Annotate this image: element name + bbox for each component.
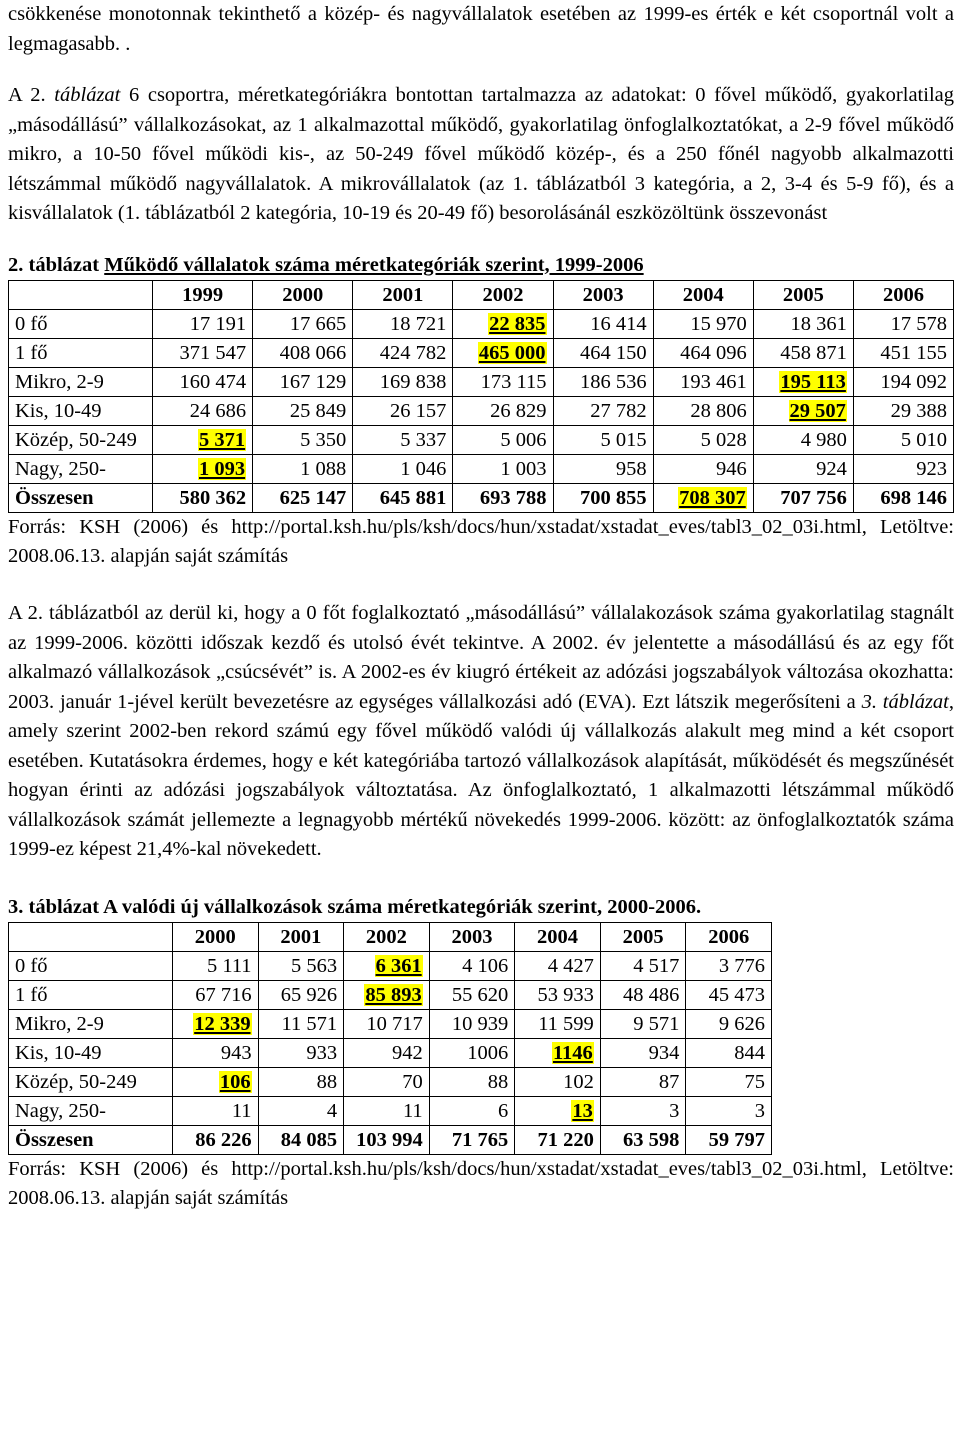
table2-value-cell — [853, 455, 953, 484]
table3-value: 63 598 — [623, 1129, 680, 1151]
table3-highlighted-value: 1146 — [552, 1042, 593, 1064]
spacer — [8, 229, 954, 251]
table3-row — [9, 1126, 772, 1155]
table3-value: 3 776 — [718, 955, 765, 977]
table2-value-cell — [353, 455, 453, 484]
table2-value-cell — [453, 310, 553, 339]
table2-row — [9, 310, 954, 339]
table2-corner-cell — [9, 281, 153, 310]
table3-value: 75 — [744, 1071, 765, 1093]
table3-value: 53 933 — [537, 984, 594, 1006]
table2-row — [9, 397, 954, 426]
table3-value: 71 220 — [537, 1129, 594, 1151]
table2-value-cell — [553, 426, 653, 455]
table3-value: 943 — [220, 1042, 252, 1064]
table2-row — [9, 339, 954, 368]
table2-year-header: 2002 — [453, 281, 553, 310]
table2-value: 1 088 — [300, 458, 347, 480]
table3-value: 86 226 — [195, 1129, 252, 1151]
table3-value: 10 939 — [451, 1013, 509, 1035]
table2-value-cell — [853, 368, 953, 397]
table3-value: 3 — [754, 1100, 765, 1122]
table2-highlighted-value: 1 093 — [199, 458, 246, 480]
table2-year-header: 2006 — [853, 281, 953, 310]
table2-highlighted-value: 195 113 — [780, 371, 846, 393]
table2-row-label: 0 fő — [9, 310, 153, 339]
table2-row-label: Közép, 50-249 — [9, 426, 153, 455]
table2-value: 580 362 — [179, 487, 247, 509]
table2-value-cell — [153, 397, 253, 426]
table3-value: 65 926 — [280, 984, 338, 1006]
table3-value-cell — [429, 1097, 515, 1126]
table2-value: 645 881 — [379, 487, 447, 509]
table3-value: 9 626 — [718, 1013, 765, 1035]
table2-body — [9, 310, 954, 513]
table3-value-cell — [686, 1068, 772, 1097]
table2-row — [9, 455, 954, 484]
table2-value-cell — [453, 484, 553, 513]
table2-value-cell — [553, 368, 653, 397]
table2-value-cell — [853, 484, 953, 513]
table2-value: 1 003 — [500, 458, 547, 480]
table3-value-cell — [344, 1039, 430, 1068]
table2-value: 15 970 — [690, 313, 747, 335]
table2-value: 451 155 — [880, 342, 947, 364]
table3-value: 45 473 — [708, 984, 765, 1006]
table2-value: 408 066 — [279, 342, 347, 364]
table2-value: 26 829 — [490, 400, 547, 422]
table2-value: 958 — [615, 458, 647, 480]
table3-row — [9, 952, 772, 981]
table3-highlighted-value: 106 — [219, 1071, 251, 1093]
spacer — [8, 865, 954, 893]
table3-value-cell — [258, 1068, 344, 1097]
table2-value-cell — [753, 397, 853, 426]
table3-row — [9, 1010, 772, 1039]
table3-row-label: Közép, 50-249 — [9, 1068, 173, 1097]
table3-value: 103 994 — [356, 1129, 423, 1151]
table3-value-cell — [173, 1097, 259, 1126]
table2-value-cell — [353, 368, 453, 397]
table3-row-label: Nagy, 250- — [9, 1097, 173, 1126]
table2-row-label: Mikro, 2-9 — [9, 368, 153, 397]
table3-value-cell — [515, 952, 601, 981]
table2-value-cell — [753, 310, 853, 339]
table3-year-header: 2000 — [173, 923, 259, 952]
table3-value: 5 111 — [206, 955, 252, 977]
table3-value-cell — [686, 1039, 772, 1068]
table2-value: 26 157 — [390, 400, 447, 422]
table3-value-cell — [600, 952, 686, 981]
table3-highlighted-value: 85 893 — [365, 984, 422, 1006]
table2-value-cell — [153, 426, 253, 455]
table2-value: 458 871 — [780, 342, 847, 364]
table3-value: 3 — [669, 1100, 680, 1122]
table3-value: 59 797 — [708, 1129, 765, 1151]
table2-value-cell — [453, 426, 553, 455]
table2-value-cell — [353, 397, 453, 426]
table3-highlighted-value: 6 361 — [375, 955, 422, 977]
table3-value-cell — [429, 952, 515, 981]
table3-value-cell — [686, 1010, 772, 1039]
table3-value-cell — [600, 1039, 686, 1068]
table2-row-label: Kis, 10-49 — [9, 397, 153, 426]
table3-value-cell — [429, 1039, 515, 1068]
table3-value: 11 — [402, 1100, 423, 1122]
table2-value: 194 092 — [880, 371, 947, 393]
table3-value: 88 — [487, 1071, 509, 1093]
table3-value-cell — [173, 981, 259, 1010]
table2-year-header: 2003 — [553, 281, 653, 310]
table2-value: 27 782 — [590, 400, 647, 422]
table2-value: 173 115 — [480, 371, 547, 393]
table3-value: 84 085 — [280, 1129, 338, 1151]
table2-value: 167 129 — [279, 371, 347, 393]
table2-value: 5 350 — [300, 429, 347, 451]
table2-value: 17 578 — [890, 313, 947, 335]
table3-value: 11 571 — [281, 1013, 338, 1035]
table2-year-header: 2000 — [253, 281, 353, 310]
table2-caption-prefix: 2. táblázat — [8, 253, 105, 276]
table2-value-cell — [753, 455, 853, 484]
analysis-italic-ref: 3. táblázat — [861, 690, 949, 713]
table2-header-row — [9, 281, 954, 310]
table2-value-cell — [253, 397, 353, 426]
table2-value: 1 046 — [400, 458, 447, 480]
table3-value: 88 — [316, 1071, 338, 1093]
table2-value: 698 146 — [880, 487, 947, 509]
table2-value-cell — [453, 339, 553, 368]
document-page — [8, 0, 954, 1213]
table2-value-cell — [353, 484, 453, 513]
table2-value: 700 855 — [580, 487, 647, 509]
table3-value-cell — [515, 1039, 601, 1068]
table2-value: 186 536 — [580, 371, 647, 393]
table2-value-cell — [553, 484, 653, 513]
table2-value: 17 665 — [289, 313, 347, 335]
table3-value: 11 — [231, 1100, 252, 1122]
table2-value-cell — [153, 484, 253, 513]
table2-value-cell — [653, 455, 753, 484]
table3-year-header: 2006 — [686, 923, 772, 952]
table3-value: 48 486 — [623, 984, 680, 1006]
table2-value-cell — [753, 368, 853, 397]
table2-value-cell — [453, 368, 553, 397]
table2-value: 5 028 — [700, 429, 747, 451]
table2-value: 5 006 — [500, 429, 547, 451]
table2-row-label: 1 fő — [9, 339, 153, 368]
table3-value: 844 — [734, 1042, 765, 1064]
table3-value: 4 427 — [547, 955, 594, 977]
table2-value: 160 474 — [179, 371, 247, 393]
table2-value-cell — [153, 310, 253, 339]
table2-value: 193 461 — [680, 371, 747, 393]
table2-value: 924 — [816, 458, 847, 480]
analysis-part-2: , amely szerint 2002-ben rekord számú egy fővel működő valódi új vállalkozás alakult meg mind a két csoport esetében. Kutatásokra érdemes, hogy e két kategóriába tartozó vállalkozások alapítását, működését és megszűnését hogyan érinti az adózási jogszabályok változtatása. Az önfoglalkoztató, 1 alkalmazotti létszámmal működő vállalkozások számát jellemezte a legnagyobb mértékű növekedés 1999-2006. között: az önfoglalkoztatók száma 1999-ez képest 21,4%-kal növekedett. — [8, 690, 954, 860]
table2-value-cell — [253, 368, 353, 397]
table2-value-cell — [453, 455, 553, 484]
table3-year-header: 2005 — [600, 923, 686, 952]
table2-value-cell — [753, 339, 853, 368]
table3 — [8, 922, 772, 1155]
table2-row — [9, 368, 954, 397]
table2-value: 18 361 — [790, 313, 847, 335]
table3-value: 70 — [402, 1071, 423, 1093]
table2-highlighted-value: 29 507 — [789, 400, 846, 422]
table2-value: 16 414 — [590, 313, 647, 335]
table2-value-cell — [653, 339, 753, 368]
table3-header-row — [9, 923, 772, 952]
table3-row-label: Mikro, 2-9 — [9, 1010, 173, 1039]
table3-row-label: Kis, 10-49 — [9, 1039, 173, 1068]
table3-value: 933 — [306, 1042, 338, 1064]
table2-value-cell — [153, 368, 253, 397]
table3-value-cell — [515, 1097, 601, 1126]
table3-value-cell — [686, 952, 772, 981]
table3-value-cell — [344, 952, 430, 981]
table3-value-cell — [686, 1097, 772, 1126]
table3-row — [9, 1039, 772, 1068]
table3-value: 67 716 — [195, 984, 252, 1006]
table2-value-cell — [153, 339, 253, 368]
table3-value-cell — [429, 1126, 515, 1155]
intro-p2-prefix: A 2. — [8, 84, 55, 106]
table2-row-label: Összesen — [9, 484, 153, 513]
spacer — [8, 571, 954, 599]
table2-value-cell — [853, 426, 953, 455]
table2-value-cell — [253, 310, 353, 339]
table3-year-header: 2001 — [258, 923, 344, 952]
table3-value-cell — [344, 1068, 430, 1097]
table3-value: 87 — [658, 1071, 680, 1093]
table2-row-label: Nagy, 250- — [9, 455, 153, 484]
table3-value-cell — [258, 952, 344, 981]
table3-value-cell — [173, 1039, 259, 1068]
table2-value: 25 849 — [289, 400, 347, 422]
table3-value-cell — [344, 1010, 430, 1039]
table2-value-cell — [753, 484, 853, 513]
table3-value: 102 — [563, 1071, 594, 1093]
table2-value-cell — [653, 426, 753, 455]
table2-value-cell — [653, 397, 753, 426]
table3-value: 4 106 — [462, 955, 509, 977]
table3-value-cell — [515, 1010, 601, 1039]
table3-row — [9, 981, 772, 1010]
table3-value: 942 — [391, 1042, 423, 1064]
table2-highlighted-value: 465 000 — [478, 342, 546, 364]
table3-value-cell — [515, 981, 601, 1010]
table2-value: 5 337 — [400, 429, 447, 451]
table2-row — [9, 484, 954, 513]
table3-corner-cell — [9, 923, 173, 952]
table3-value: 10 717 — [366, 1013, 423, 1035]
table2-highlighted-value: 22 835 — [489, 313, 546, 335]
table2-year-header: 2001 — [353, 281, 453, 310]
intro-p2-italic: táblázat — [54, 84, 121, 106]
table2-value: 169 838 — [379, 371, 447, 393]
table2-value-cell — [353, 339, 453, 368]
table3-value-cell — [173, 1068, 259, 1097]
table2-source: Forrás: KSH (2006) és http://portal.ksh.hu/pls/ksh/docs/hun/xstadat/xstadat_eves/tabl3_02_03i.html, Letöltve: 2008.06.13. alapján saját számítás — [8, 516, 954, 567]
table3-value: 11 599 — [538, 1013, 594, 1035]
table2-value: 371 547 — [179, 342, 247, 364]
table3-row-label: Összesen — [9, 1126, 173, 1155]
table3-body — [9, 952, 772, 1155]
table2-value-cell — [253, 484, 353, 513]
table2-value: 946 — [716, 458, 747, 480]
table2-value-cell — [653, 368, 753, 397]
table2-value-cell — [153, 455, 253, 484]
table2-value-cell — [653, 484, 753, 513]
table2-value-cell — [253, 339, 353, 368]
table3-value-cell — [515, 1068, 601, 1097]
table3-value: 934 — [648, 1042, 680, 1064]
table3-value-cell — [600, 1097, 686, 1126]
table2-caption-title: Működő vállalatok száma méretkategóriák szerint, 1999-2006 — [104, 253, 644, 276]
table3-value-cell — [600, 1126, 686, 1155]
analysis-part-1: A 2. táblázatból az derül ki, hogy a 0 főt foglalkoztató „másodállású” vállalakozások száma gyakorlatilag stagnált az 1999-2006. közötti időszak kezdő és utolsó évét tekintve. A 2002. év jelentette a másodállású és az egy főt alkalmazó vállalkozások „csúcsévét” is. A 2002-es év kiugró értékeit az adózási jogszabályok változása okozhatta: 2003. január 1-jével került bevezetésre az egységes vállalkozási adó (EVA). Ezt látszik megerősíteni a — [8, 602, 954, 713]
table2-value: 464 096 — [680, 342, 747, 364]
table2-value: 29 388 — [890, 400, 947, 422]
intro-paragraph-1: csökkenése monotonnak tekinthető a közép- és nagyvállalatok esetében az 1999-es érték e két csoportnál volt a legmagasabb. . — [8, 3, 954, 55]
table3-value-cell — [173, 1010, 259, 1039]
table2-value: 5 010 — [900, 429, 947, 451]
table2-value-cell — [753, 426, 853, 455]
table3-row — [9, 1097, 772, 1126]
table2-value: 28 806 — [690, 400, 747, 422]
table3-caption: 3. táblázat A valódi új vállalkozások száma méretkategóriák szerint, 2000-2006. — [8, 895, 702, 918]
table2-row — [9, 426, 954, 455]
table3-value-cell — [515, 1126, 601, 1155]
table3-value: 4 — [326, 1100, 338, 1122]
table2-value: 17 191 — [189, 313, 247, 335]
table3-value: 55 620 — [451, 984, 509, 1006]
table3-value-cell — [258, 1039, 344, 1068]
table3-highlighted-value: 13 — [572, 1100, 593, 1122]
table2-highlighted-value: 5 371 — [199, 429, 246, 451]
table3-value-cell — [344, 1126, 430, 1155]
table3-value-cell — [429, 1068, 515, 1097]
table3-value-cell — [600, 1010, 686, 1039]
table3-value-cell — [258, 981, 344, 1010]
table2-value-cell — [853, 310, 953, 339]
table3-value-cell — [686, 981, 772, 1010]
table2-value-cell — [253, 426, 353, 455]
table2-value: 464 150 — [580, 342, 647, 364]
table3-value-cell — [258, 1126, 344, 1155]
table3-value: 9 571 — [633, 1013, 680, 1035]
table3-value: 5 563 — [291, 955, 338, 977]
table3-value-cell — [173, 1126, 259, 1155]
table3-year-header: 2003 — [429, 923, 515, 952]
table2-value-cell — [653, 310, 753, 339]
table2-value-cell — [853, 397, 953, 426]
table2-value-cell — [553, 397, 653, 426]
table2-value-cell — [553, 339, 653, 368]
analysis-paragraph — [8, 599, 954, 865]
table2-highlighted-value: 708 307 — [679, 487, 746, 509]
table2-value: 4 980 — [800, 429, 847, 451]
table3-highlighted-value: 12 339 — [194, 1013, 251, 1035]
table2-year-header: 1999 — [153, 281, 253, 310]
table3-value-cell — [686, 1126, 772, 1155]
table3-value-cell — [258, 1097, 344, 1126]
table3-value-cell — [258, 1010, 344, 1039]
table2-value-cell — [853, 339, 953, 368]
table3-year-header: 2002 — [344, 923, 430, 952]
table2-value: 625 147 — [279, 487, 347, 509]
table2-value: 424 782 — [379, 342, 447, 364]
table2-value-cell — [553, 310, 653, 339]
table2-value-cell — [353, 310, 453, 339]
table2-year-header: 2004 — [653, 281, 753, 310]
spacer — [8, 59, 954, 81]
table3-value: 4 517 — [633, 955, 680, 977]
table2-value: 707 756 — [780, 487, 847, 509]
table3-value-cell — [600, 981, 686, 1010]
intro-p2-body: 6 csoportra, méretkategóriákra bontottan tartalmazza az adatokat: 0 fővel működő, gyakorlatilag „másodállású” vállalkozásokat, az 1 alkalmazottal működő, gyakorlatilag önfoglalkoztatókat, a 2-9 fővel működő mikro, a 10-50 fővel működi kis-, az 50-249 fővel működő közép-, és a 250 főnél nagyobb alkalmazotti létszámmal működő nagyvállalatok. A mikrovállalatok (az 1. táblázatból 3 kategória, a 2, 3-4 és 5-9 fő), és a kisvállalatok (1. táblázatból 2 kategória, 10-19 és 20-49 fő) besorolásánál eszközöltünk összevonást — [8, 84, 954, 224]
table2-value-cell — [453, 397, 553, 426]
table3-value-cell — [600, 1068, 686, 1097]
table3-value-cell — [344, 1097, 430, 1126]
table3-value-cell — [429, 1010, 515, 1039]
table2-value-cell — [353, 426, 453, 455]
table2-value-cell — [553, 455, 653, 484]
table3-row-label: 0 fő — [9, 952, 173, 981]
table3-value: 71 765 — [451, 1129, 509, 1151]
table2-value: 24 686 — [189, 400, 247, 422]
table2-value: 18 721 — [390, 313, 447, 335]
table3-value-cell — [344, 981, 430, 1010]
table2-year-header: 2005 — [753, 281, 853, 310]
table3-value-cell — [173, 952, 259, 981]
table3-year-header: 2004 — [515, 923, 601, 952]
table3-row-label: 1 fő — [9, 981, 173, 1010]
table3-value-cell — [429, 981, 515, 1010]
table3-row — [9, 1068, 772, 1097]
table3-value: 6 — [498, 1100, 509, 1122]
table2-value: 5 015 — [600, 429, 647, 451]
table2-value: 693 788 — [479, 487, 547, 509]
table3-source: Forrás: KSH (2006) és http://portal.ksh.hu/pls/ksh/docs/hun/xstadat/xstadat_eves/tabl3_02_03i.html, Letöltve: 2008.06.13. alapján saját számítás — [8, 1158, 954, 1209]
table2-caption — [8, 251, 954, 281]
table3-value: 1006 — [467, 1042, 509, 1064]
table2-value: 923 — [916, 458, 947, 480]
table2-value-cell — [253, 455, 353, 484]
intro-paragraph-2 — [8, 81, 954, 229]
table2 — [8, 280, 954, 513]
